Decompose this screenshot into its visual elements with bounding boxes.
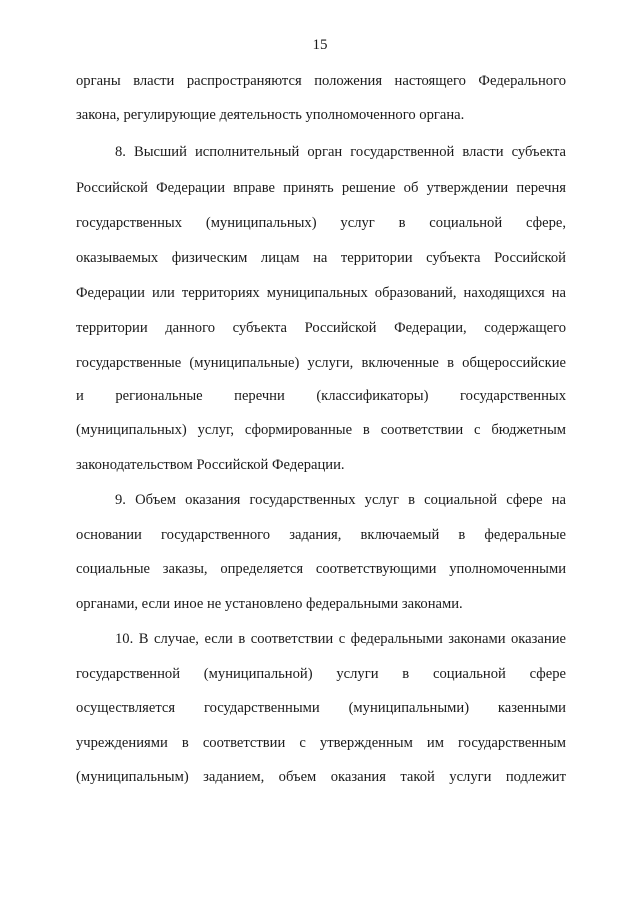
text-line: государственной (муниципальной) услуги в социальной сфере [76,666,566,682]
text-line: закона, регулирующие деятельность уполномоченного органа. [76,107,465,123]
text-line: оказываемых физическим лицам на территории субъекта Российской [76,250,566,266]
text-line: (муниципальным) заданием, объем оказания такой услуги подлежит [76,769,566,785]
text-line: основании государственного задания, включаемый в федеральные [76,527,566,543]
text-line: и региональные перечни (классификаторы) государственных [76,388,566,404]
paragraph-10-first-line: 10. В случае, если в соответствии с федеральными законами оказание [115,631,566,647]
text-line: государственных (муниципальных) услуг в социальной сфере, [76,215,566,231]
page-number: 15 [312,37,328,53]
text-line: Российской Федерации вправе принять решение об утверждении перечня [76,180,566,196]
text-line: государственные (муниципальные) услуги, включенные в общероссийские [76,355,566,371]
text-line: органами, если иное не установлено федеральными законами. [76,596,463,612]
text-line: учреждениями в соответствии с утвержденным им государственным [76,735,566,751]
paragraph-8-first-line: 8. Высший исполнительный орган государственной власти субъекта [115,144,566,160]
paragraph-9-first-line: 9. Объем оказания государственных услуг в социальной сфере на [115,492,566,508]
text-line: социальные заказы, определяется соответствующими уполномоченными [76,561,566,577]
text-line: (муниципальных) услуг, сформированные в соответствии с бюджетным [76,422,566,438]
text-line: органы власти распространяются положения настоящего Федерального [76,73,566,89]
text-line: осуществляется государственными (муниципальными) казенными [76,700,566,716]
text-line: Федерации или территориях муниципальных образований, находящихся на [76,285,566,301]
text-line: законодательством Российской Федерации. [76,457,345,473]
text-line: территории данного субъекта Российской Федерации, содержащего [76,320,566,336]
